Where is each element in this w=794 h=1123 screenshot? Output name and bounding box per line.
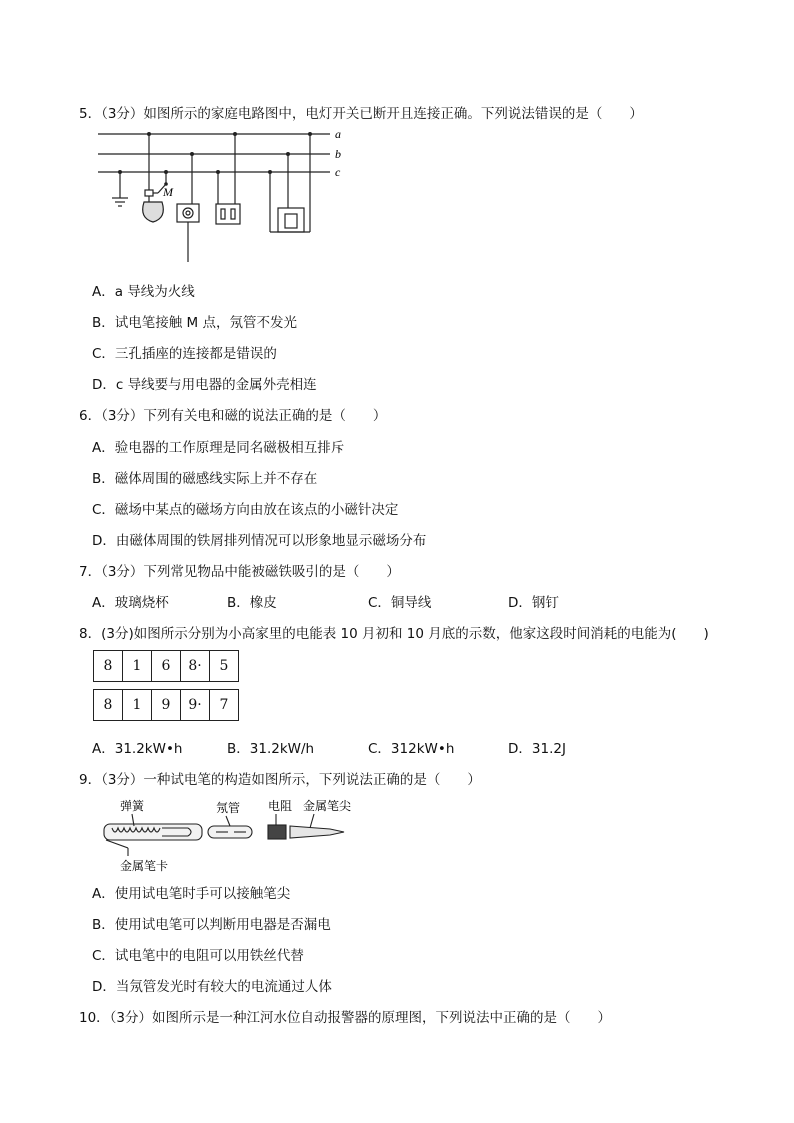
question-9-option-d: D．当氖管发光时有较大的电流通过人体	[92, 979, 332, 995]
spring-label: 弹簧	[120, 799, 145, 813]
meter-end-digit: 8	[94, 690, 123, 720]
question-8-option-b: B．31.2kW/h	[227, 741, 315, 757]
meter-start-digit: 6	[152, 651, 181, 681]
metal-tip-label: 金属笔尖	[303, 799, 352, 813]
resistor-label: 电阻	[268, 799, 293, 813]
question-5-option-a: A．a 导线为火线	[92, 284, 195, 300]
question-7-option-b: B．橡皮	[227, 595, 277, 611]
meter-end-digit: 9·	[181, 690, 210, 720]
question-7-option-c: C．铜导线	[368, 595, 432, 611]
question-9-option-a: A．使用试电笔时手可以接触笔尖	[92, 886, 291, 902]
question-7-stem: 7．（3分）下列常见物品中能被磁铁吸引的是（ ）	[79, 564, 400, 580]
meter-end-digit: 9	[152, 690, 181, 720]
question-9-option-b: B．使用试电笔可以判断用电器是否漏电	[92, 917, 331, 933]
meter-start-digit: 5	[219, 658, 229, 674]
meter-end-digit: 7	[219, 697, 229, 713]
meter-start-digit: 1	[123, 651, 152, 681]
question-8-stem: 8．(3分)如图所示分别为小高家里的电能表 10 月初和 10 月底的示数，他家这段时间消耗的电能为( )	[79, 626, 709, 642]
question-5-option-c: C．三孔插座的连接都是错误的	[92, 346, 277, 362]
question-7-options	[92, 591, 692, 611]
wire-c-label: c	[335, 165, 341, 179]
question-7-option-d: D．钢钉	[508, 595, 559, 611]
point-m-label: M	[163, 185, 173, 199]
wire-b-label: b	[335, 147, 341, 161]
meter-reading-start	[93, 650, 239, 682]
household-circuit-diagram	[92, 126, 362, 266]
question-9-stem: 9．（3分）一种试电笔的构造如图所示，下列说法正确的是（ ）	[79, 772, 481, 788]
question-8-option-a: A．31.2kW•h	[92, 741, 183, 757]
question-8-option-c: C．312kW•h	[368, 741, 455, 757]
question-6-option-d: D．由磁体周围的铁屑排列情况可以形象地显示磁场分布	[92, 533, 427, 549]
meter-start-digit: 8	[94, 651, 123, 681]
metal-clip-label: 金属笔卡	[120, 859, 169, 873]
wire-a-label: a	[335, 127, 341, 141]
question-6-option-b: B．磁体周围的磁感线实际上并不存在	[92, 471, 318, 487]
question-5-option-d: D．c 导线要与用电器的金属外壳相连	[92, 377, 317, 393]
question-6-option-c: C．磁场中某点的磁场方向由放在该点的小磁针决定	[92, 502, 399, 518]
question-10-stem: 10．（3分）如图所示是一种江河水位自动报警器的原理图，下列说法中正确的是（ ）	[79, 1010, 612, 1026]
meter-end-digit: 1	[123, 690, 152, 720]
meter-reading-end	[93, 689, 239, 721]
question-9-option-c: C．试电笔中的电阻可以用铁丝代替	[92, 948, 304, 964]
question-7-option-a: A．玻璃烧杯	[92, 595, 169, 611]
question-5-option-b: B．试电笔接触 M 点，氖管不发光	[92, 315, 297, 331]
question-6-stem: 6．（3分）下列有关电和磁的说法正确的是（ ）	[79, 408, 387, 424]
question-8-option-d: D．31.2J	[508, 741, 566, 757]
question-6-option-a: A．验电器的工作原理是同名磁极相互排斥	[92, 440, 345, 456]
neon-tube-label: 氖管	[216, 801, 241, 815]
question-8-options	[92, 737, 692, 757]
question-5-stem: 5．（3分）如图所示的家庭电路图中，电灯开关已断开且连接正确。下列说法错误的是（ ）	[79, 106, 643, 122]
meter-start-digit: 8·	[181, 651, 210, 681]
test-pen-structure-diagram	[98, 798, 368, 876]
